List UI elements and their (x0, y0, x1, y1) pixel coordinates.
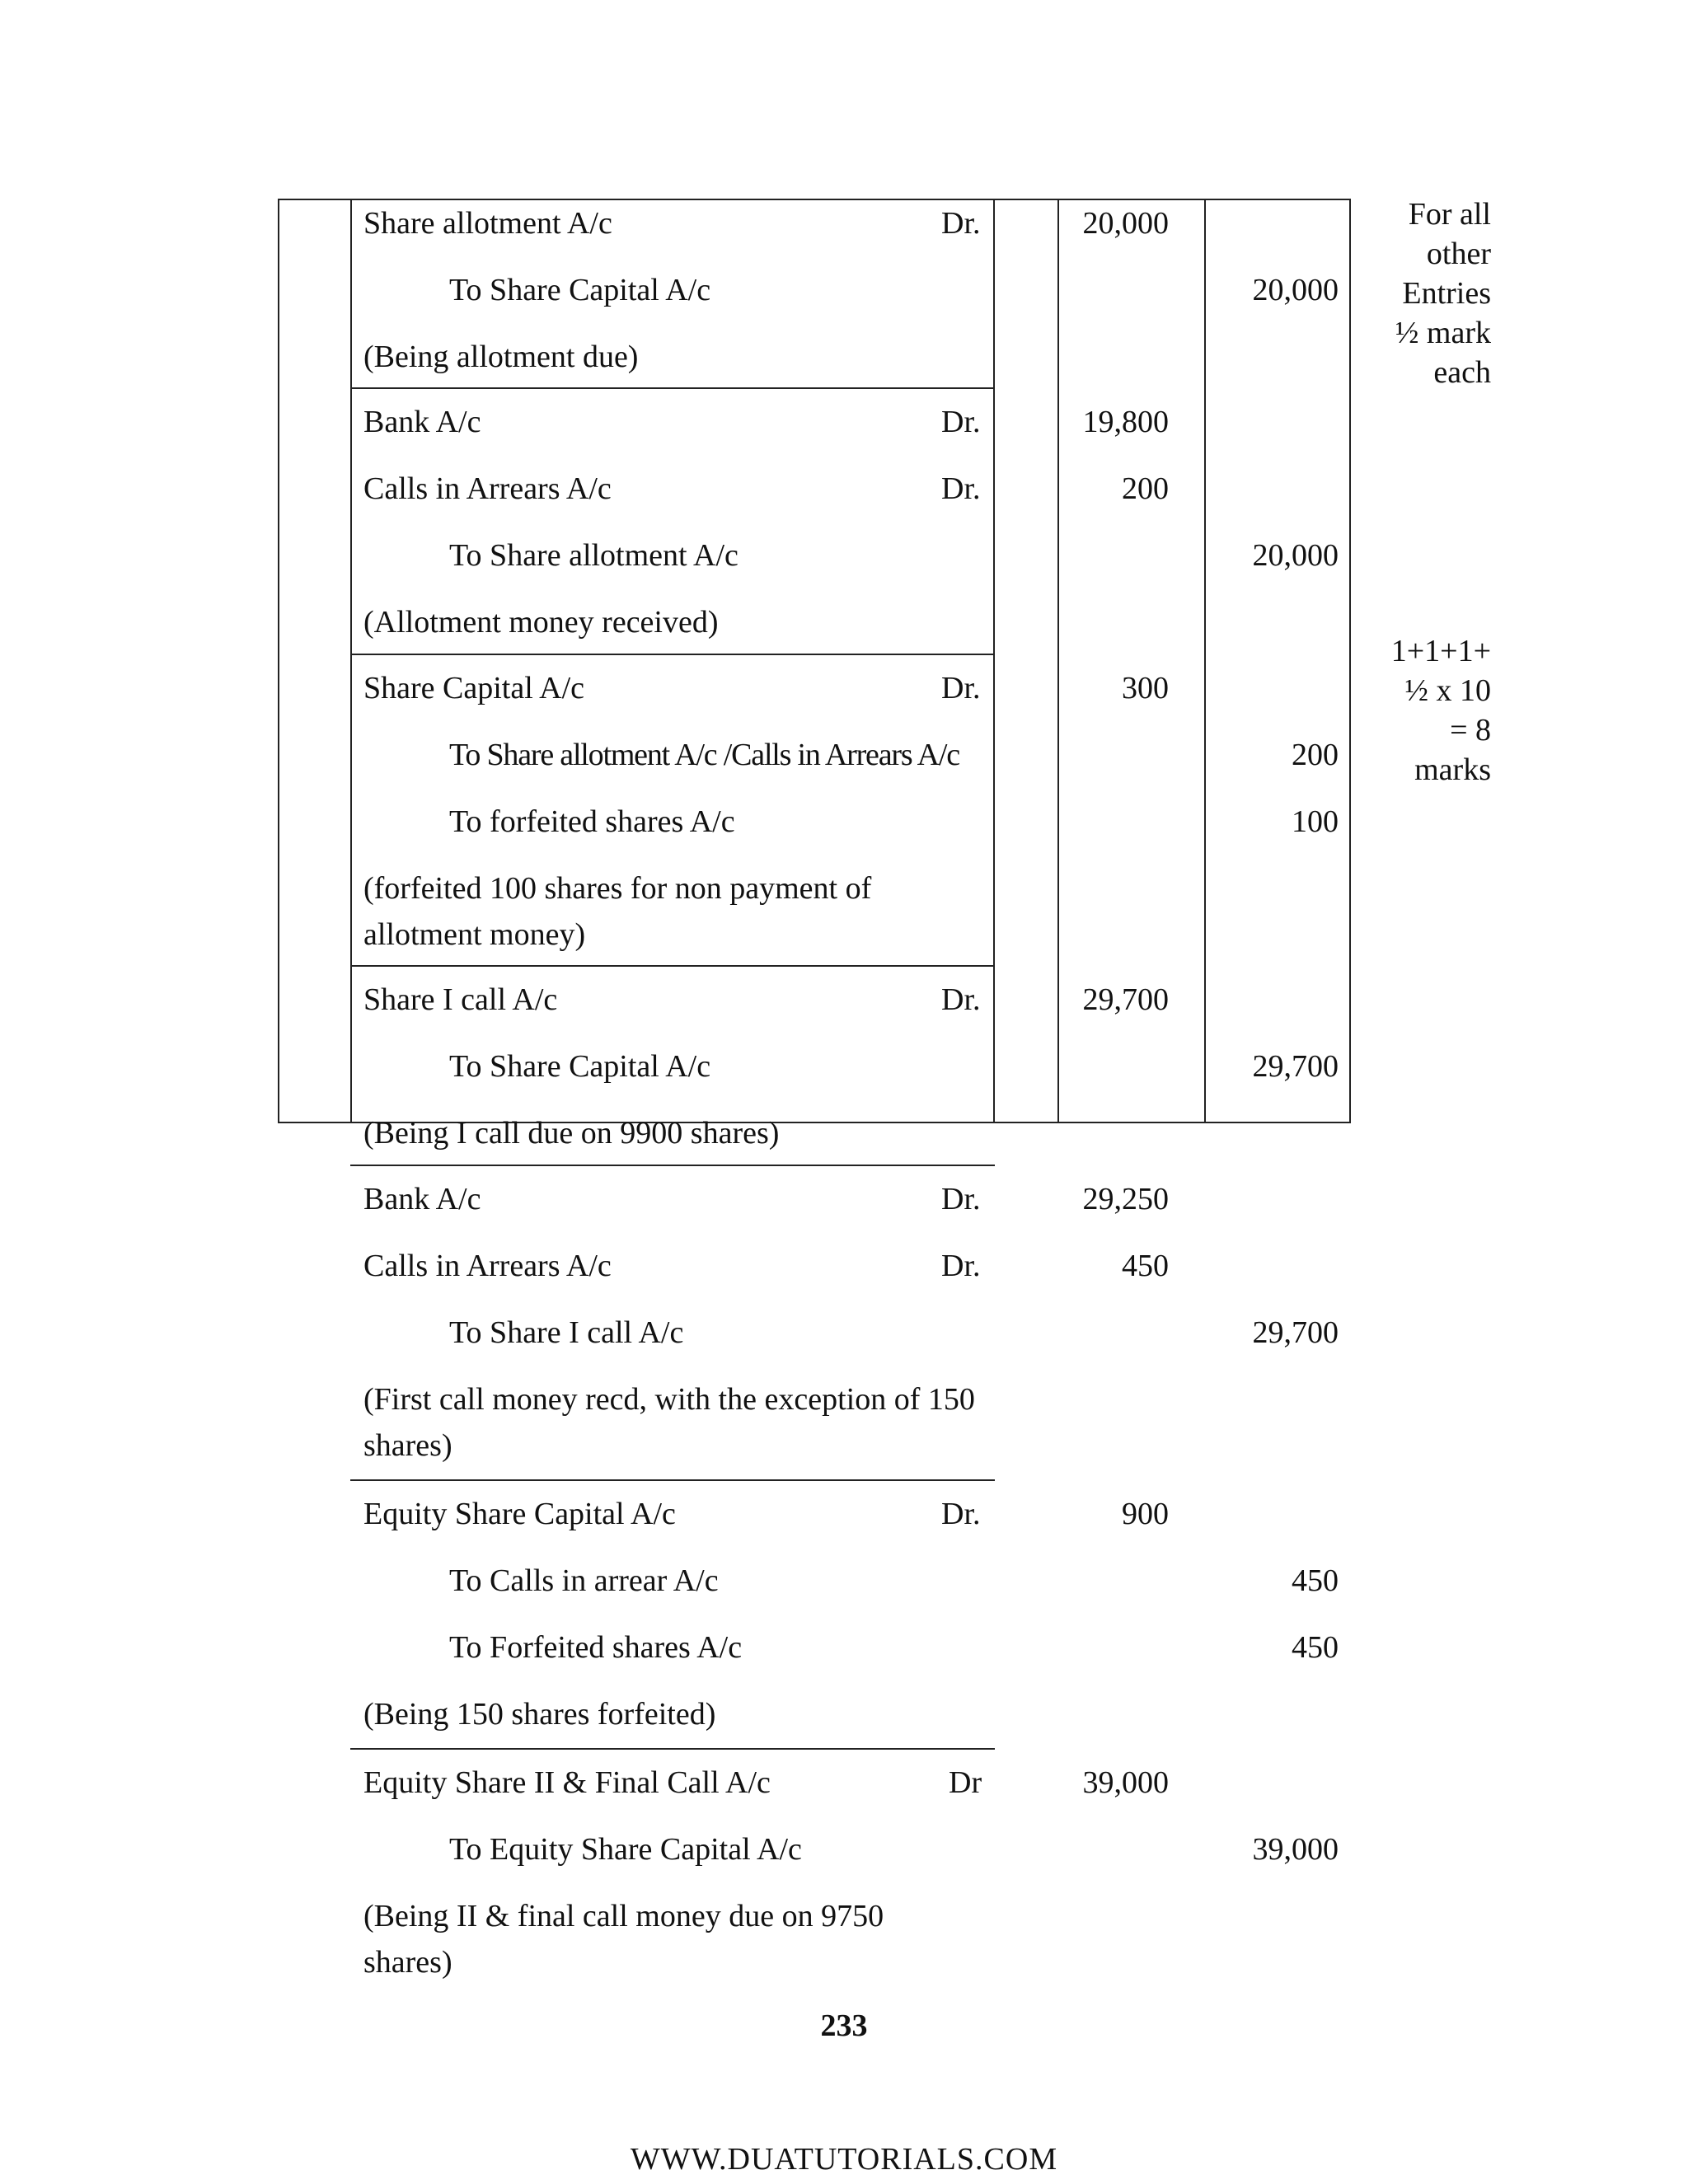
account-name: Share allotment A/c (363, 206, 612, 241)
dr-marker: Dr. (941, 982, 981, 1017)
entry-line (350, 1624, 995, 1691)
debit-amount: 450 (1122, 1249, 1169, 1283)
account-name: Bank A/c (363, 1182, 481, 1216)
account-name: Equity Share Capital A/c (363, 1497, 676, 1531)
entry-line (350, 267, 995, 334)
marking-note-total (1326, 631, 1491, 790)
dr-marker: Dr. (941, 206, 981, 241)
entry-line (350, 1043, 995, 1110)
debit-amount: 200 (1122, 471, 1169, 506)
account-name: To Share Capital A/c (449, 1049, 711, 1084)
debit-amount: 900 (1122, 1497, 1169, 1531)
note-line: marks (1414, 752, 1491, 787)
credit-amount: 29,700 (1252, 1315, 1339, 1350)
credit-amount: 29,700 (1252, 1049, 1339, 1084)
account-name: Share I call A/c (363, 982, 558, 1017)
dr-marker: Dr. (941, 1182, 981, 1216)
journal-entry (350, 967, 995, 1166)
credit-amount: 20,000 (1252, 273, 1339, 307)
credit-amount: 100 (1292, 804, 1339, 839)
dr-marker: Dr. (941, 1249, 981, 1283)
credit-amount: 20,000 (1252, 538, 1339, 573)
note-line: other (1426, 237, 1491, 271)
credit-amount: 450 (1292, 1630, 1339, 1665)
narration: (Being I call due on 9900 shares) (363, 1116, 780, 1151)
entry-line (350, 1176, 995, 1243)
narration: (Allotment money received) (363, 605, 719, 640)
entry-line (350, 799, 995, 865)
debit-amount: 29,250 (1082, 1182, 1169, 1216)
footer-website: WWW.DUATUTORIALS.COM (630, 2142, 1058, 2177)
account-name: To Share Capital A/c (449, 273, 711, 307)
account-name: Calls in Arrears A/c (363, 471, 612, 506)
note-line: For all (1408, 197, 1491, 232)
dr-marker: Dr. (941, 1497, 981, 1531)
entry-line (350, 1826, 995, 1893)
entry-line (350, 200, 995, 267)
journal-entry (350, 1166, 995, 1481)
entry-line (350, 466, 995, 532)
account-name: To Forfeited shares A/c (449, 1630, 743, 1665)
column-divider-debit (1204, 200, 1206, 1122)
journal-entry (350, 1481, 995, 1750)
journal-entry (350, 389, 995, 655)
journal-entry (350, 200, 995, 389)
journal-table (278, 199, 1351, 1980)
entry-line (350, 1310, 995, 1376)
debit-amount: 29,700 (1082, 982, 1169, 1017)
dr-marker: Dr. (941, 471, 981, 506)
credit-amount: 200 (1292, 738, 1339, 772)
narration: (First call money recd, with the exception of 150 shares) (363, 1382, 975, 1463)
note-line: = 8 (1450, 713, 1491, 748)
entry-line (350, 399, 995, 466)
entry-line (350, 665, 995, 732)
narration: (forfeited 100 shares for non payment of allotment money) (363, 871, 872, 952)
credit-amount: 450 (1292, 1563, 1339, 1598)
account-name: To Calls in arrear A/c (449, 1563, 719, 1598)
account-name: Equity Share II & Final Call A/c (363, 1765, 771, 1800)
narration: (Being allotment due) (363, 340, 639, 374)
account-name: Share Capital A/c (363, 671, 585, 705)
note-line: ½ mark (1395, 316, 1491, 350)
marking-note-other-entries (1326, 194, 1491, 392)
entry-line (350, 1243, 995, 1310)
entry-line (350, 1558, 995, 1624)
note-line: Entries (1402, 276, 1491, 311)
entry-line (350, 1760, 995, 1826)
narration: (Being 150 shares forfeited) (363, 1697, 716, 1732)
account-name: Bank A/c (363, 405, 481, 439)
account-name: To Share I call A/c (449, 1315, 684, 1350)
account-name: To Share allotment A/c /Calls in Arrears A/c (449, 738, 959, 772)
debit-amount: 300 (1122, 671, 1169, 705)
debit-amount: 19,800 (1082, 405, 1169, 439)
entry-line (350, 732, 995, 799)
dr-marker: Dr (949, 1765, 982, 1800)
dr-marker: Dr. (941, 405, 981, 439)
debit-amount: 39,000 (1082, 1765, 1169, 1800)
account-name: To forfeited shares A/c (449, 804, 735, 839)
entry-line (350, 532, 995, 599)
journal-entry (350, 655, 995, 967)
note-line: 1+1+1+ (1390, 634, 1491, 668)
entry-line (350, 1491, 995, 1558)
debit-amount: 20,000 (1082, 206, 1169, 241)
account-name: Calls in Arrears A/c (363, 1249, 612, 1283)
entry-line (350, 977, 995, 1043)
page-number: 233 (820, 2008, 868, 2043)
journal-entry (350, 1750, 995, 1980)
credit-amount: 39,000 (1252, 1832, 1339, 1867)
note-line: ½ x 10 (1404, 673, 1491, 708)
account-name: To Share allotment A/c (449, 538, 738, 573)
narration: (Being II & final call money due on 9750 shares) (363, 1899, 884, 1980)
account-name: To Equity Share Capital A/c (449, 1832, 802, 1867)
dr-marker: Dr. (941, 671, 981, 705)
note-line: each (1433, 355, 1491, 390)
